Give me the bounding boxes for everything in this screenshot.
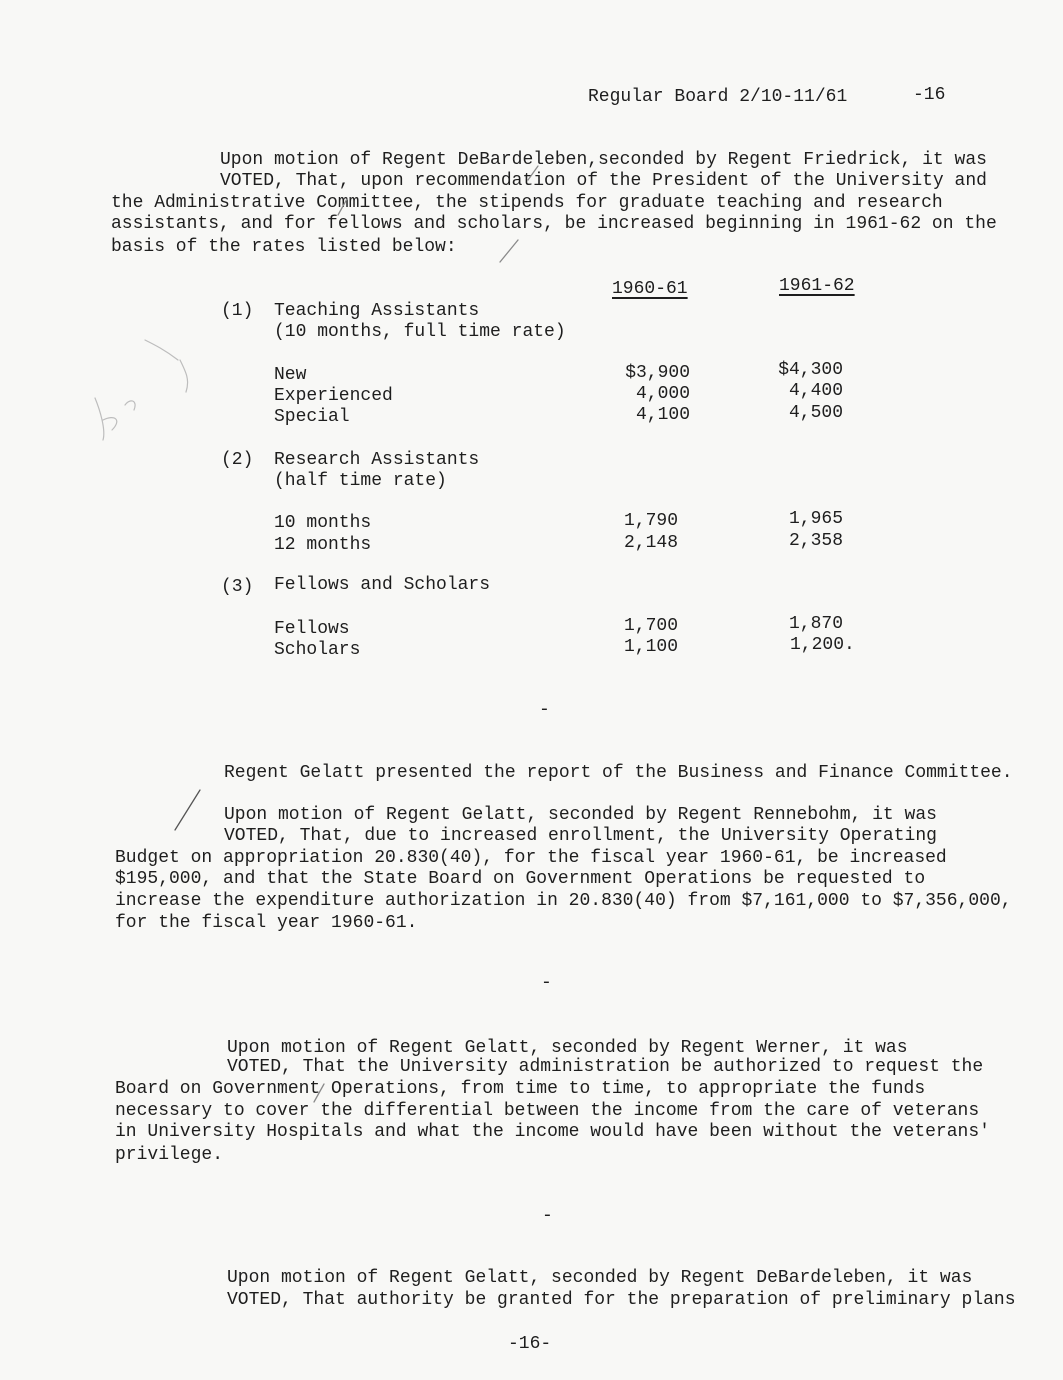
- row-label: 12 months: [274, 535, 372, 555]
- row-label: 10 months: [274, 513, 372, 533]
- pencil-scribble: [95, 340, 188, 440]
- row-label: Experienced: [274, 386, 393, 406]
- pencil-tick: [528, 166, 538, 180]
- row-value-1961-62: 1,200.: [790, 635, 855, 655]
- text-line: $195,000, and that the State Board on Government Operations be requested to: [115, 869, 926, 889]
- text-line: Budget on appropriation 20.830(40), for the fiscal year 1960-61, be increased: [115, 848, 947, 868]
- text-line: in University Hospitals and what the income would have been without the veterans': [115, 1122, 990, 1142]
- row-value-1960-61: 1,700: [623, 616, 678, 636]
- row-value-1961-62: 2,358: [788, 531, 843, 551]
- row-label: Scholars: [274, 640, 361, 660]
- text-line: Board on Government Operations, from time to time, to appropriate the funds: [115, 1079, 926, 1099]
- row-value-1961-62: 1,870: [788, 614, 843, 634]
- section-subtitle: (half time rate): [274, 471, 447, 491]
- column-header-1961-62: 1961-62: [779, 276, 855, 296]
- pencil-tick: [175, 790, 200, 830]
- text-line: VOTED, That authority be granted for the preparation of preliminary plans: [227, 1290, 1016, 1310]
- text-line: necessary to cover the differential between the income from the care of veterans: [115, 1101, 980, 1121]
- text-line: VOTED, That, due to increased enrollment, the University Operating: [224, 826, 937, 846]
- row-value-1961-62: 4,400: [788, 381, 843, 401]
- pencil-tick: [500, 240, 518, 262]
- header-title: Regular Board 2/10-11/61: [588, 87, 848, 107]
- section-subtitle: (10 months, full time rate): [274, 322, 566, 342]
- pencil-tick: [314, 1084, 324, 1102]
- page-number: -16-: [508, 1334, 552, 1354]
- section-separator: -: [539, 700, 550, 720]
- text-line: privilege.: [115, 1145, 224, 1165]
- section-number: (2): [221, 450, 254, 470]
- section-number: (1): [221, 301, 254, 321]
- text-line: Upon motion of Regent DeBardeleben,seconded by Regent Friedrick, it was: [220, 150, 987, 170]
- row-label: New: [274, 365, 307, 385]
- text-line: the Administrative Committee, the stipends for graduate teaching and research: [111, 193, 943, 213]
- row-value-1960-61: 2,148: [623, 533, 678, 553]
- text-line: increase the expenditure authorization in 20.830(40) from $7,161,000 to $7,356,000,: [115, 891, 1012, 911]
- section-number: (3): [221, 577, 254, 597]
- row-value-1960-61: 4,100: [635, 405, 690, 425]
- row-label: Special: [274, 407, 350, 427]
- section-separator: -: [541, 973, 552, 993]
- text-line: VOTED, That, upon recommendation of the President of the University and: [220, 171, 987, 191]
- row-value-1960-61: 1,790: [623, 511, 678, 531]
- row-value-1960-61: $3,900: [625, 363, 690, 383]
- section-title: Teaching Assistants: [274, 301, 480, 321]
- paragraph-finance-report: Regent Gelatt presented the report of the Business and Finance Committee.: [224, 763, 1013, 783]
- column-header-1960-61: 1960-61: [612, 279, 688, 299]
- text-line: Upon motion of Regent Gelatt, seconded by Regent Werner, it was: [227, 1038, 908, 1058]
- text-line: Upon motion of Regent Gelatt, seconded by Regent Rennebohm, it was: [224, 805, 937, 825]
- row-value-1960-61: 1,100: [623, 637, 678, 657]
- text-line: for the fiscal year 1960-61.: [115, 913, 418, 933]
- row-value-1961-62: 4,500: [788, 403, 843, 423]
- text-line: basis of the rates listed below:: [111, 237, 457, 257]
- row-value-1961-62: 1,965: [788, 509, 843, 529]
- section-separator: -: [542, 1206, 553, 1226]
- text-line: Upon motion of Regent Gelatt, seconded by Regent DeBardeleben, it was: [227, 1268, 973, 1288]
- section-title: Research Assistants: [274, 450, 480, 470]
- text-line: assistants, and for fellows and scholars, be increased beginning in 1961-62 on the: [111, 214, 997, 234]
- header-page-ref: -16: [913, 85, 946, 105]
- row-value-1960-61: 4,000: [635, 384, 690, 404]
- text-line: VOTED, That the University administration be authorized to request the: [227, 1057, 984, 1077]
- row-label: Fellows: [274, 619, 350, 639]
- pencil-tick: [338, 199, 347, 215]
- section-title: Fellows and Scholars: [274, 575, 491, 595]
- row-value-1961-62: $4,300: [778, 360, 843, 380]
